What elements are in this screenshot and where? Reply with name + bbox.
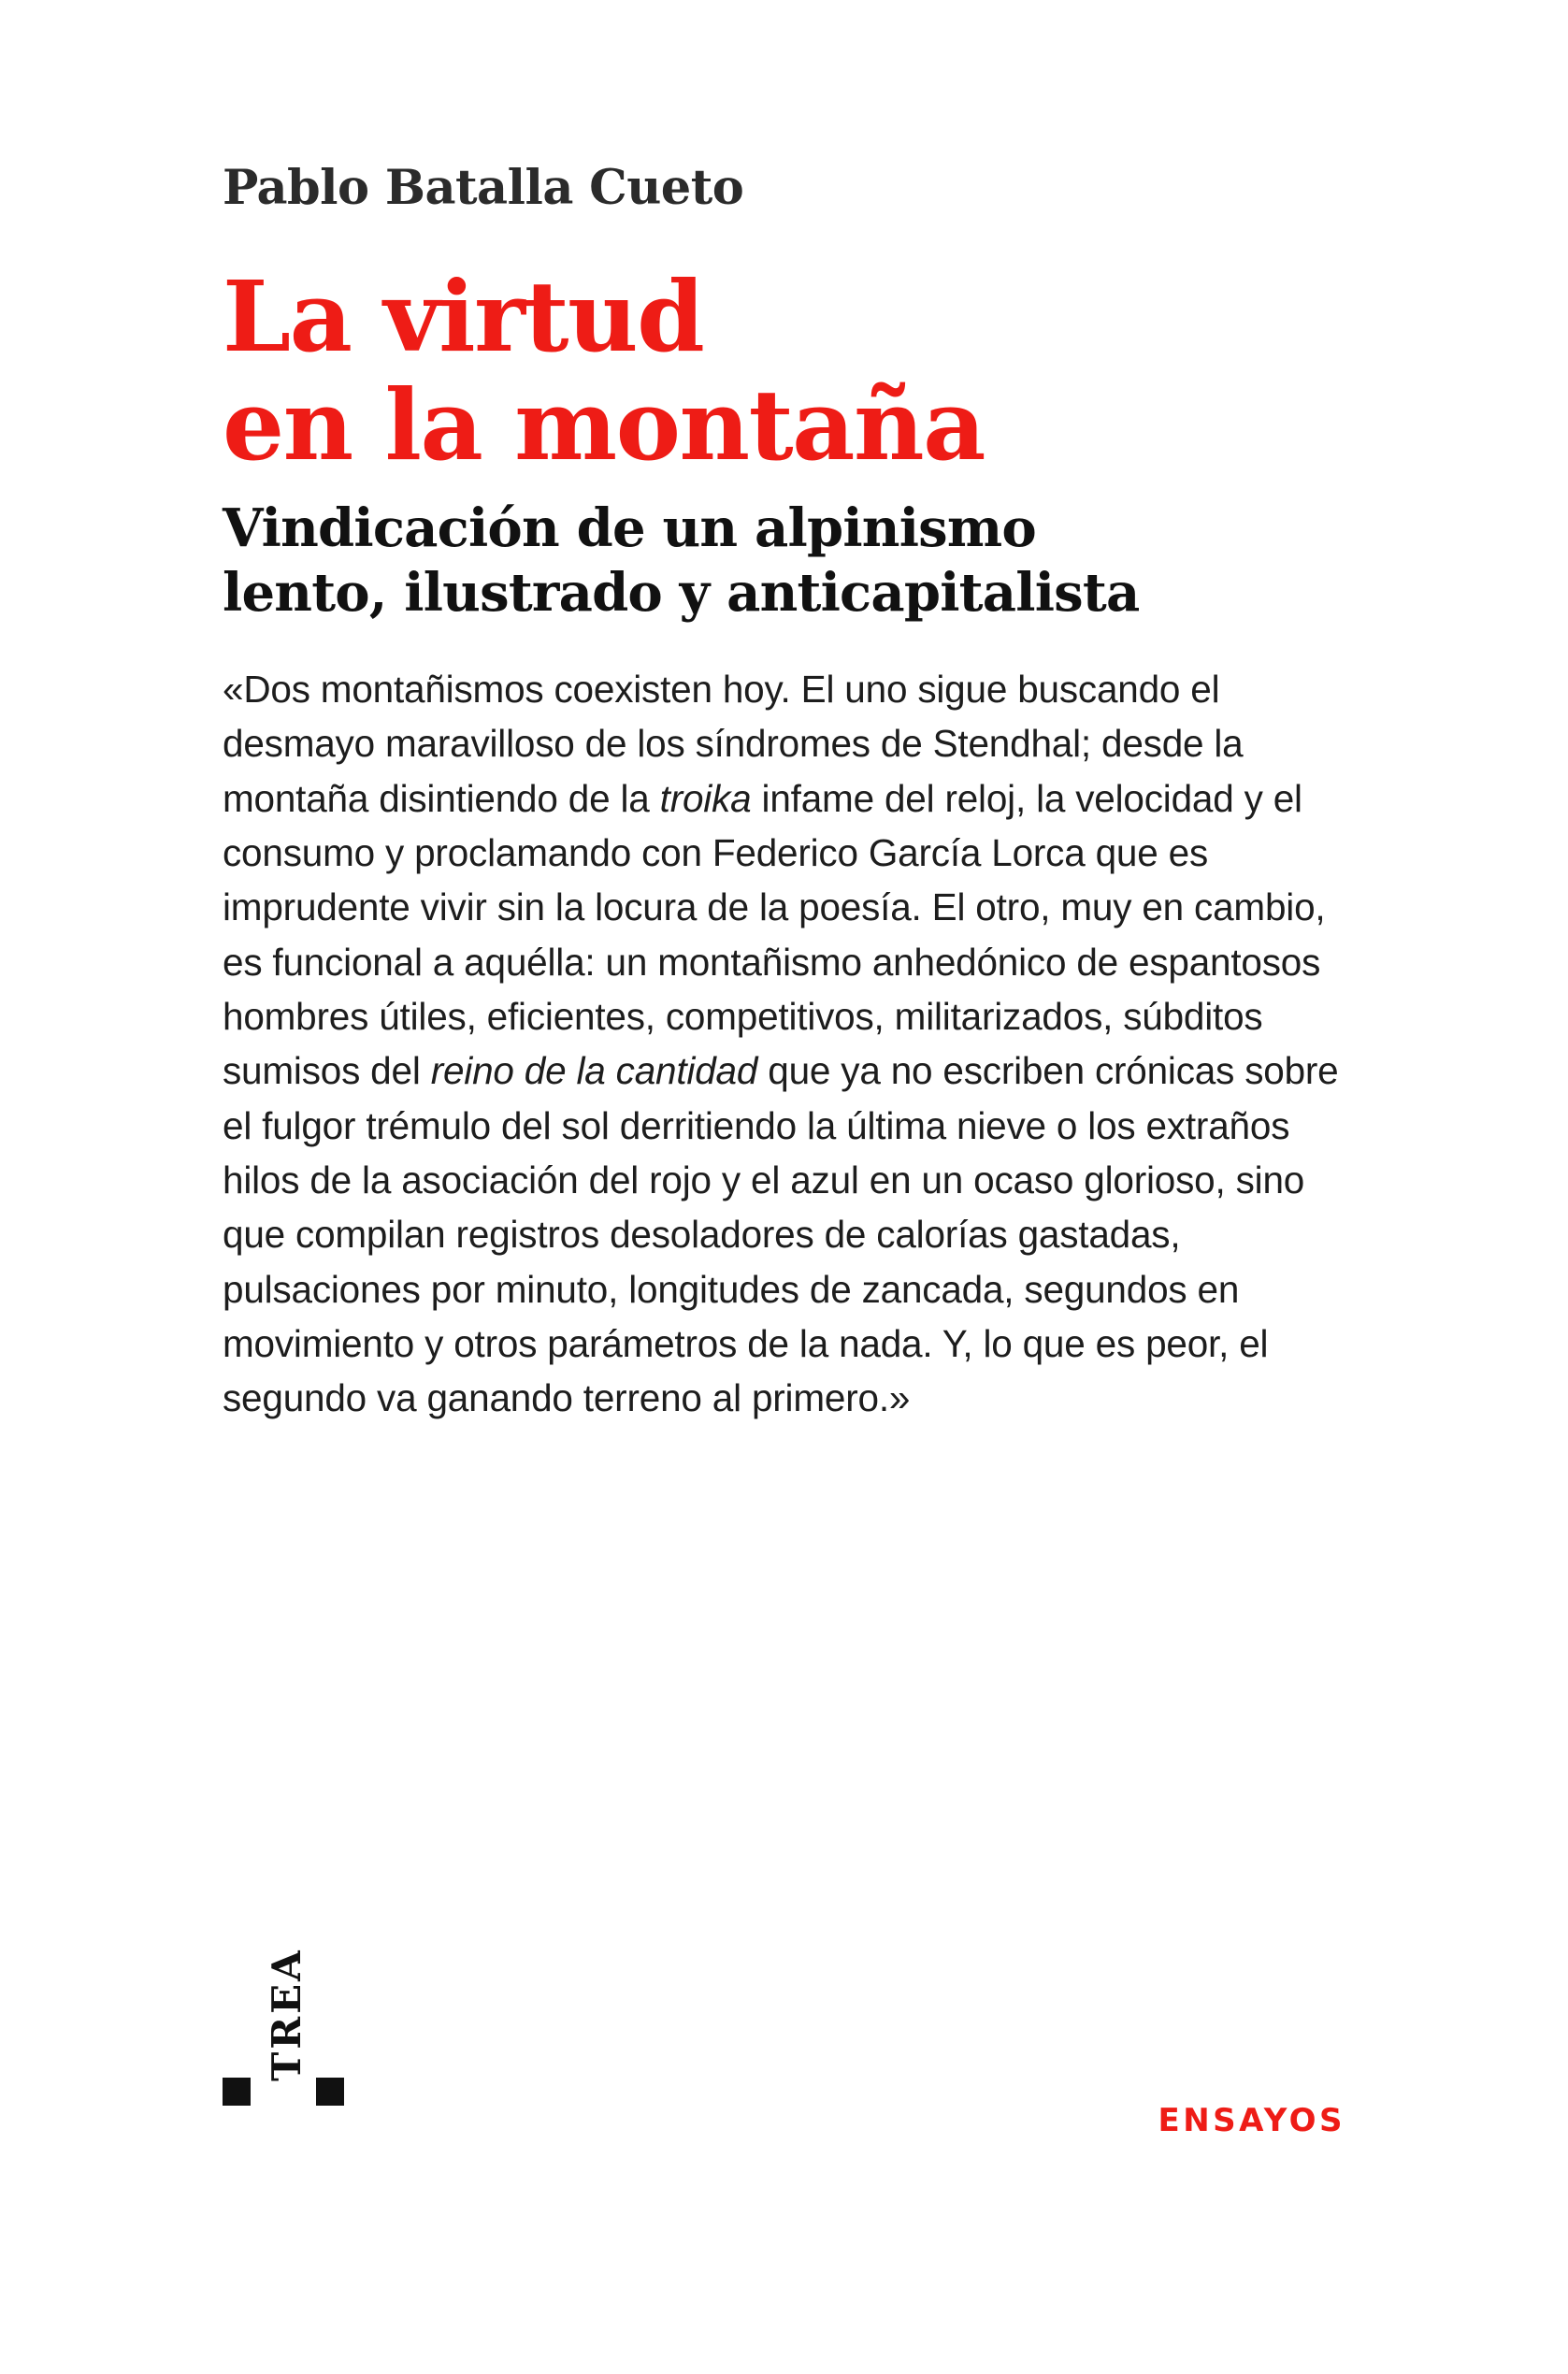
back-cover-blurb [223, 662, 1368, 1425]
subtitle-line-2: lento, ilustrado y anticapitalista [223, 561, 1140, 624]
cover-text-block [223, 160, 1373, 1425]
publisher-name: TREA [264, 1948, 309, 2081]
author-name: Pablo Batalla Cueto [223, 160, 744, 216]
title-line-1: La virtud [223, 258, 704, 374]
publisher-logo-trea [223, 1948, 344, 2255]
book-subtitle [223, 496, 1373, 625]
blurb-part-2: infame del reloj, la velocidad y el consumo y proclamando con Federico García Lorca que es imprudente vivir sin la locura de la poesía. El otro, muy en cambio, es funcional a aquélla: un montañismo anhedónico de espantosos hombres útiles, eficientes, competitivos, militarizados, súbditos sumisos del [223, 776, 1326, 1093]
logo-square-right-icon [316, 2078, 344, 2106]
logo-square-left-icon [223, 2078, 251, 2106]
blurb-part-3: que ya no escriben crónicas sobre el fulgor trémulo del sol derritiendo la última nieve o los extraños hilos de la asociación del rojo y el azul en un ocaso glorioso, sino que compilan registros desoladores de calorías gastadas, pulsaciones por minuto, longitudes de zancada, segundos en movimiento y otros parámetros de la nada. Y, lo que es peor, el segundo va ganando terreno al primero.» [223, 1049, 1339, 1420]
blurb-emphasis-1: troika [659, 776, 752, 820]
subtitle-line-1: Vindicación de un alpinismo [223, 497, 1036, 560]
blurb-emphasis-2: reino de la cantidad [430, 1049, 758, 1093]
title-line-2: en la montaña [223, 367, 985, 483]
collection-label: ENSAYOS [1158, 2102, 1345, 2139]
book-title [223, 258, 1373, 483]
blurb-part-1: «Dos montañismos coexisten hoy. El uno sigue buscando el desmayo maravilloso de los síndromes de Stendhal; desde la montaña disintiendo de la [223, 668, 1244, 820]
